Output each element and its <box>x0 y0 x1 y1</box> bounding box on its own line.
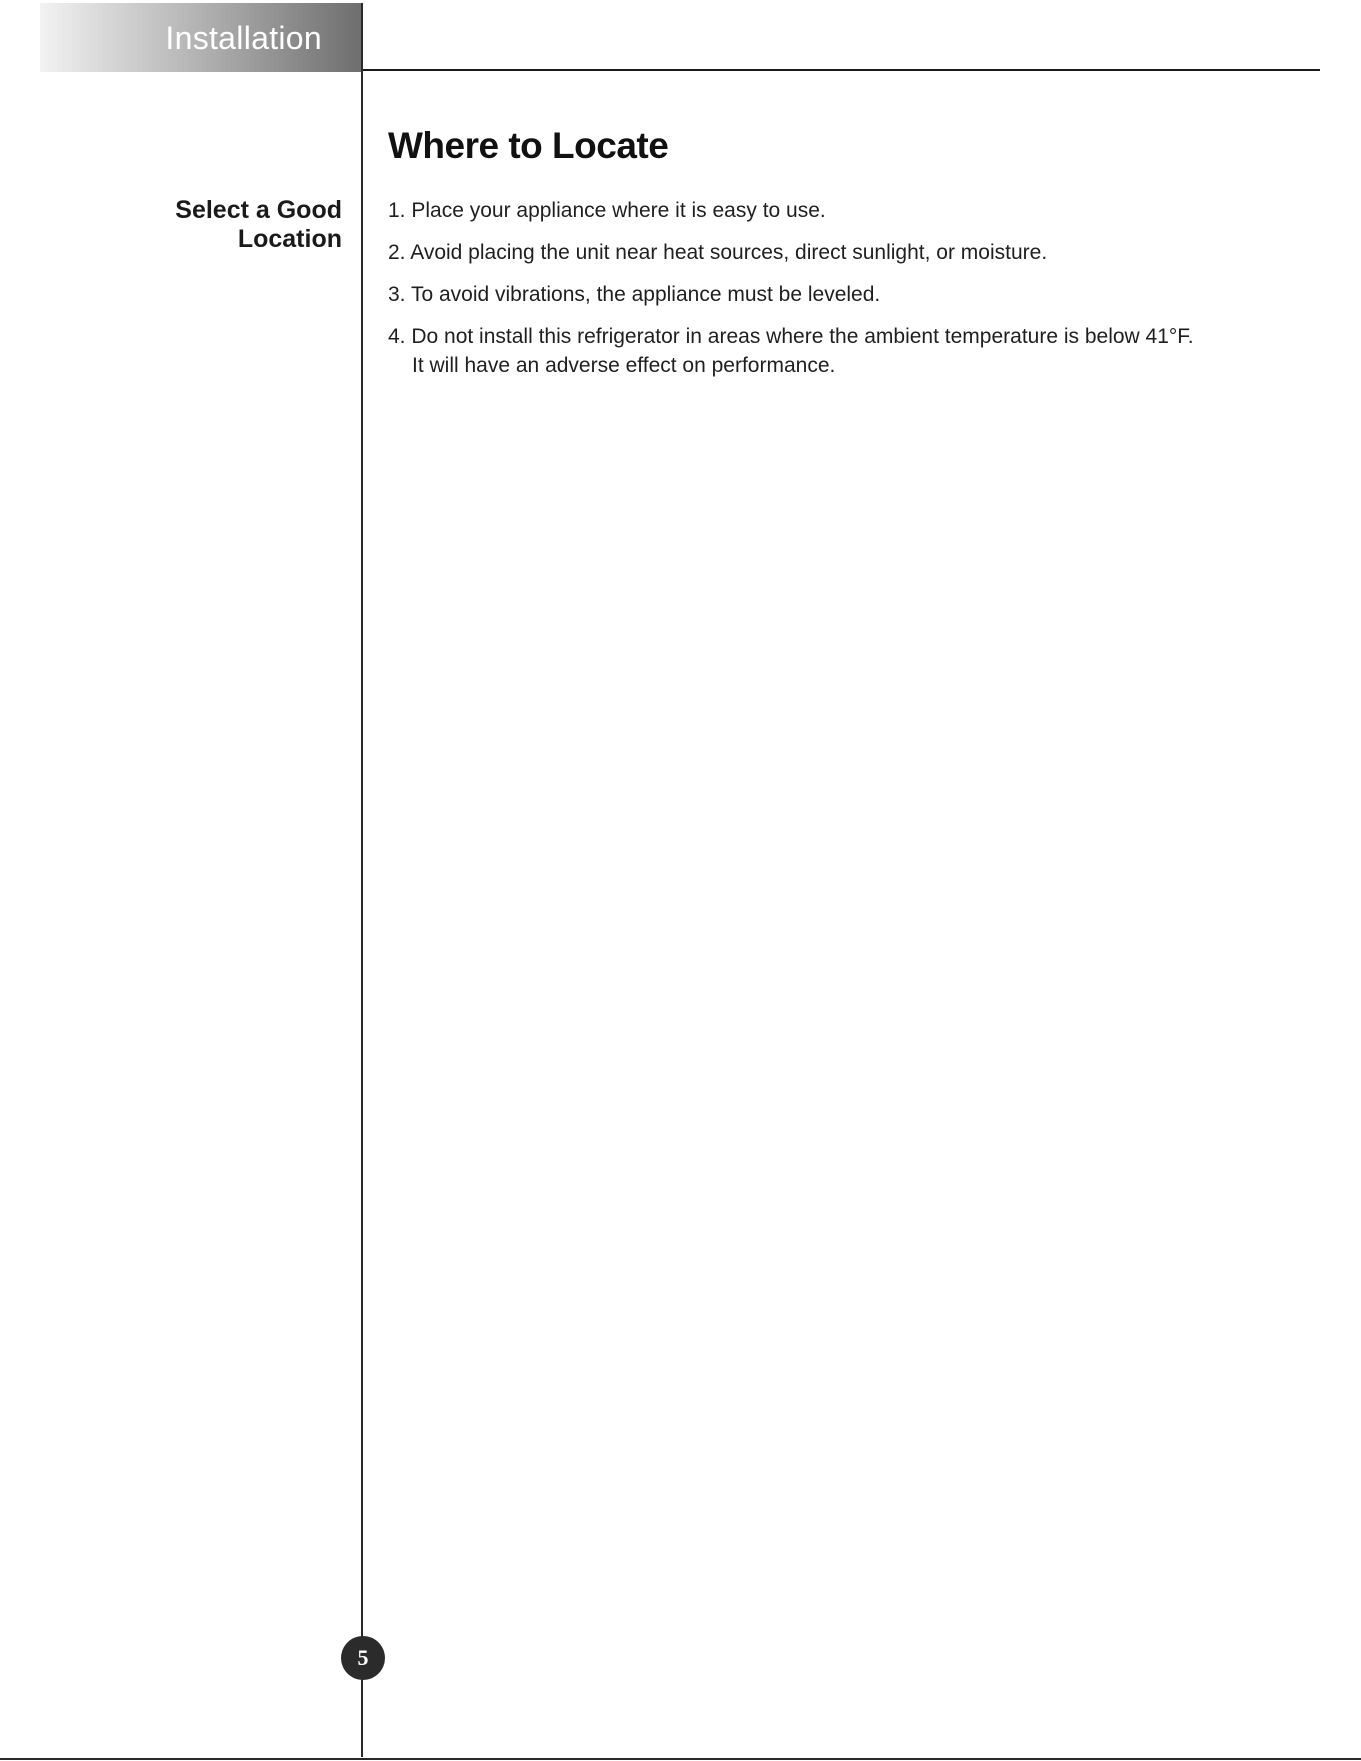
bottom-rule <box>0 1758 1361 1760</box>
page-number-badge: 5 <box>341 1636 385 1680</box>
list-item <box>388 196 1308 225</box>
step-continuation-text: It will have an adverse effect on performance. <box>412 354 836 377</box>
section-tab-label: Installation <box>165 20 322 56</box>
side-heading-line-2: Location <box>237 225 342 253</box>
step-list <box>388 196 1308 393</box>
vertical-divider <box>361 3 363 1757</box>
step-text: 3. To avoid vibrations, the appliance must be leveled. <box>388 283 881 306</box>
section-tab <box>40 3 362 72</box>
step-text: 4. Do not install this refrigerator in areas where the ambient temperature is below 41°F. <box>388 325 1194 348</box>
page-title: Where to Locate <box>388 125 669 166</box>
list-item <box>388 238 1308 267</box>
header-rule <box>362 69 1320 71</box>
side-heading-line-1: Select a Good <box>175 196 342 224</box>
list-item <box>388 280 1308 309</box>
list-item <box>388 322 1308 380</box>
side-heading <box>82 196 342 254</box>
step-text: 2. Avoid placing the unit near heat sources, direct sunlight, or moisture. <box>388 241 1048 264</box>
step-text: 1. Place your appliance where it is easy to use. <box>388 199 826 222</box>
